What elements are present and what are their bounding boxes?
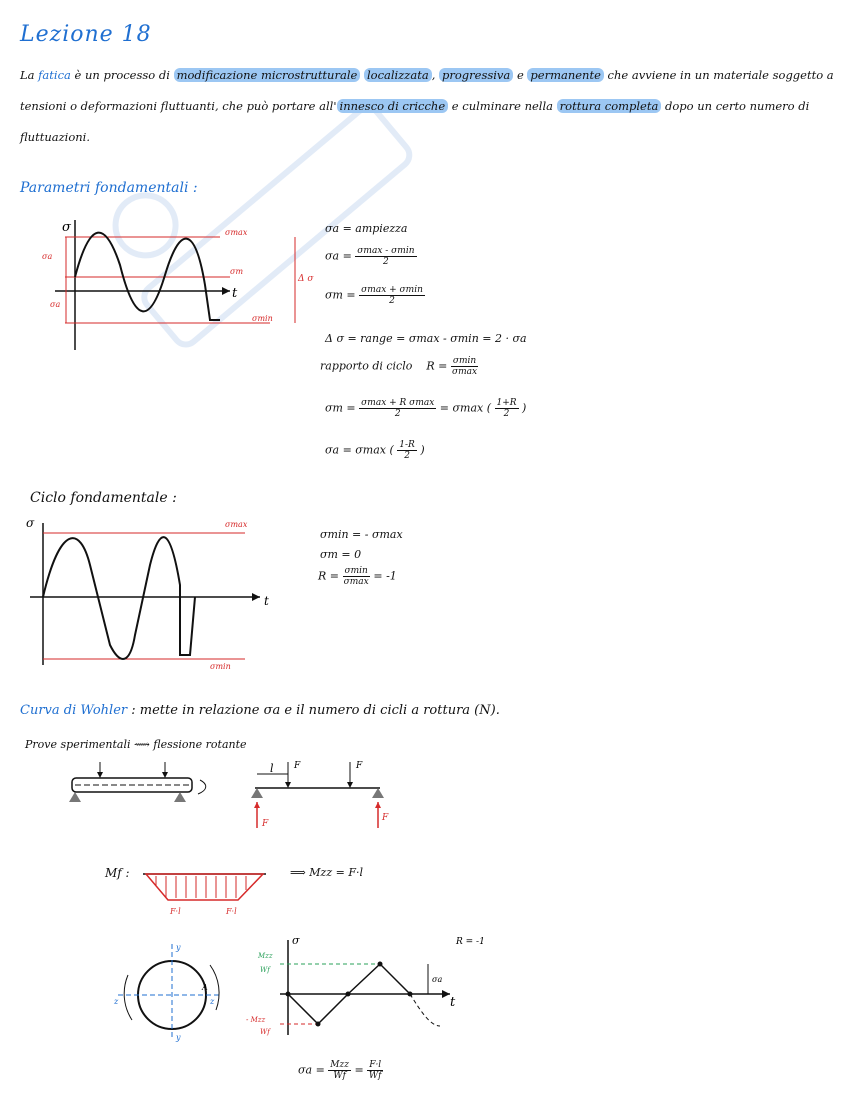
moment-diagram <box>138 866 273 921</box>
fatica-term: fatica <box>38 68 71 82</box>
label-smin: σmin <box>210 662 231 671</box>
highlight: innesco di cricche <box>337 99 449 113</box>
label-smax: σmax <box>225 228 248 237</box>
rotating-bending-graph <box>240 930 500 1045</box>
wohler-line: Curva di Wohler : mette in relazione σa e il numero di cicli a rottura (N). <box>20 703 500 718</box>
label-wf-top: Wf <box>260 966 270 974</box>
highlight: rottura completa <box>557 99 662 113</box>
axis-t: t <box>450 995 456 1010</box>
axis-sigma: σ <box>26 516 35 530</box>
wohler-label: Curva di Wohler <box>20 703 128 718</box>
axis-sigma: σ <box>292 934 300 947</box>
ciclo-formula-1: σmin = - σmax <box>320 528 403 541</box>
axis-y: y <box>176 943 181 952</box>
section-params-heading: Parametri fondamentali : <box>20 180 198 196</box>
mf-label: Mf : <box>105 866 130 880</box>
label-sa: σa <box>42 252 53 261</box>
fundamental-cycle-graph <box>20 515 290 675</box>
formula-sm-R: σm = $\frac{\text{σmax + R σmax}}{2}$ = σmax ( $\frac{1+R}{2}$ ) <box>325 398 527 419</box>
axis-sigma: σ <box>62 220 71 235</box>
formula-sa: σa = $\frac{\sigma\max - \sigma\min}{2}$ <box>325 246 415 267</box>
formula-sa-def: σa = ampiezza <box>325 222 408 235</box>
formula-R: rapporto di ciclo R = $\frac{\sigma\min}{\sigma\max}$ <box>320 356 478 377</box>
label-sm: σm <box>230 267 244 276</box>
label-F: F <box>262 819 269 829</box>
highlight: localizzata <box>364 68 432 82</box>
label-fl2: F·l <box>226 907 237 916</box>
label-R: R = -1 <box>456 937 485 947</box>
axis-z: z <box>114 997 119 1006</box>
label-l: l <box>270 762 274 775</box>
label-fl1: F·l <box>170 907 181 916</box>
label-wf-bot: Wf <box>260 1028 270 1036</box>
axis-t: t <box>232 286 238 301</box>
label-mzz-top: Mzz <box>258 952 273 960</box>
prove-sperimentali: Prove sperimentali ⟿ flessione rotante <box>25 738 247 751</box>
section-ciclo-heading: Ciclo fondamentale : <box>30 490 177 506</box>
stress-cycle-graph <box>20 215 320 355</box>
mzz-result: ⟹ Mzz = F·l <box>290 866 363 879</box>
formula-range: Δ σ = range = σmax - σmin = 2 · σa <box>325 332 527 345</box>
label-sa2: σa <box>50 300 61 309</box>
highlight: progressiva <box>439 68 513 82</box>
highlight: permanente <box>527 68 603 82</box>
highlight: modificazione microstrutturale <box>174 68 361 82</box>
label-sa: σa <box>432 975 443 984</box>
axis-t: t <box>264 594 269 608</box>
axis-z2: z <box>210 997 215 1006</box>
final-formula: σa = $\frac{\text{Mzz}}{Wf}$ = $\frac{F\cdot l}{Wf}$ <box>298 1060 382 1081</box>
formula-sm: σm = $\frac{\sigma\max + \sigma\min}{2}$ <box>325 285 423 306</box>
label-F: F <box>294 761 301 771</box>
formula-sa-R: σa = σmax ( $\frac{1-R}{2}$ ) <box>325 440 425 461</box>
label-smin: σmin <box>252 314 273 323</box>
beam-diagrams <box>60 758 410 838</box>
label-delta: Δ σ <box>298 274 314 284</box>
label-F: F <box>356 761 363 771</box>
page-title: Lezione 18 <box>20 22 152 47</box>
axis-y2: y <box>176 1033 181 1042</box>
cross-section-diagram <box>110 940 230 1045</box>
point-A: A <box>202 983 208 992</box>
ciclo-formula-3: R = $\frac{\sigma\min}{\sigma\max}$ = -1 <box>318 566 397 587</box>
label-mzz-bot: - Mzz <box>246 1016 266 1024</box>
ciclo-formula-2: σm = 0 <box>320 548 362 561</box>
label-F: F <box>382 813 389 823</box>
intro-paragraph: La fatica è un processo di modificazione microstrutturale localizzata , progressiva e permanente che avviene in un materiale soggetto a tensioni o deformazioni fluttuanti, che può portare all' innesco di cricche e culminare nella rottura completa dopo un certo numero di fluttuazioni. <box>20 68 834 144</box>
label-smax: σmax <box>225 520 248 529</box>
